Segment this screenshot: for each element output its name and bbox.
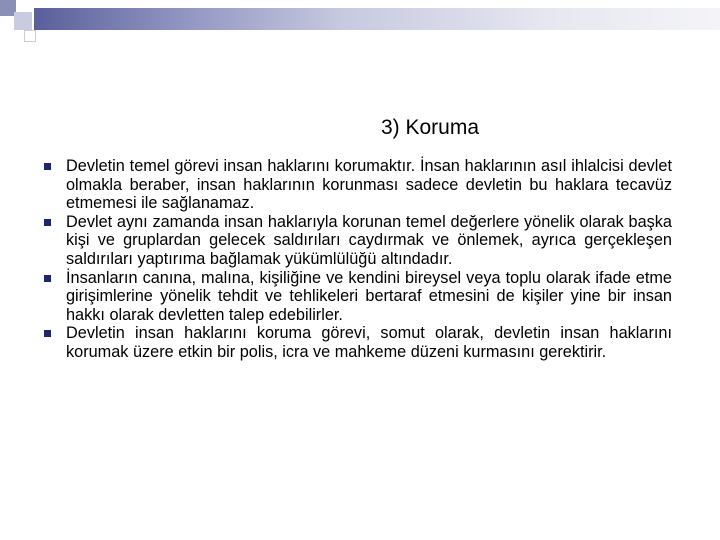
decorative-square (14, 12, 32, 30)
bullet-text: Devletin insan haklarını koruma görevi, somut olarak, devletin insan haklarını korumak üzere etkin bir polis, icra ve mahkeme düzeni kurmasını gerektirir. (66, 324, 672, 361)
bullet-item (44, 157, 672, 213)
bullet-list (44, 157, 672, 362)
square-bullet-icon (44, 275, 51, 282)
square-bullet-icon (44, 163, 51, 170)
square-bullet-icon (44, 219, 51, 226)
bullet-item (44, 213, 672, 269)
square-bullet-icon (44, 330, 51, 337)
bullet-item (44, 324, 672, 361)
bullet-text: Devletin temel görevi insan haklarını korumaktır. İnsan haklarının asıl ihlalcisi devlet olmakla beraber, insan haklarının korunması sadece devletin bu haklara tecavüz etmemesi ile sağlanamaz. (66, 157, 672, 213)
slide-title: 3) Koruma (380, 116, 480, 139)
bullet-text: İnsanların canına, malına, kişiliğine ve kendini bireysel veya toplu olarak ifade etme girişimlerine yönelik tehdit ve tehlikeleri bertaraf etmesini de kişiler yine bir insan hakkı olarak devletten talep edebilirler. (66, 268, 672, 324)
decorative-header-bar (34, 8, 720, 30)
bullet-item (44, 269, 672, 325)
decorative-square (24, 30, 36, 42)
bullet-text: Devlet aynı zamanda insan haklarıyla korunan temel değerlere yönelik olarak başka kişi ve gruplardan gelecek saldırıları caydırmak ve önlemek, ayrıca gerçekleşen saldırıları yaptırıma bağlamak yükümlülüğü altındadır. (66, 212, 672, 268)
